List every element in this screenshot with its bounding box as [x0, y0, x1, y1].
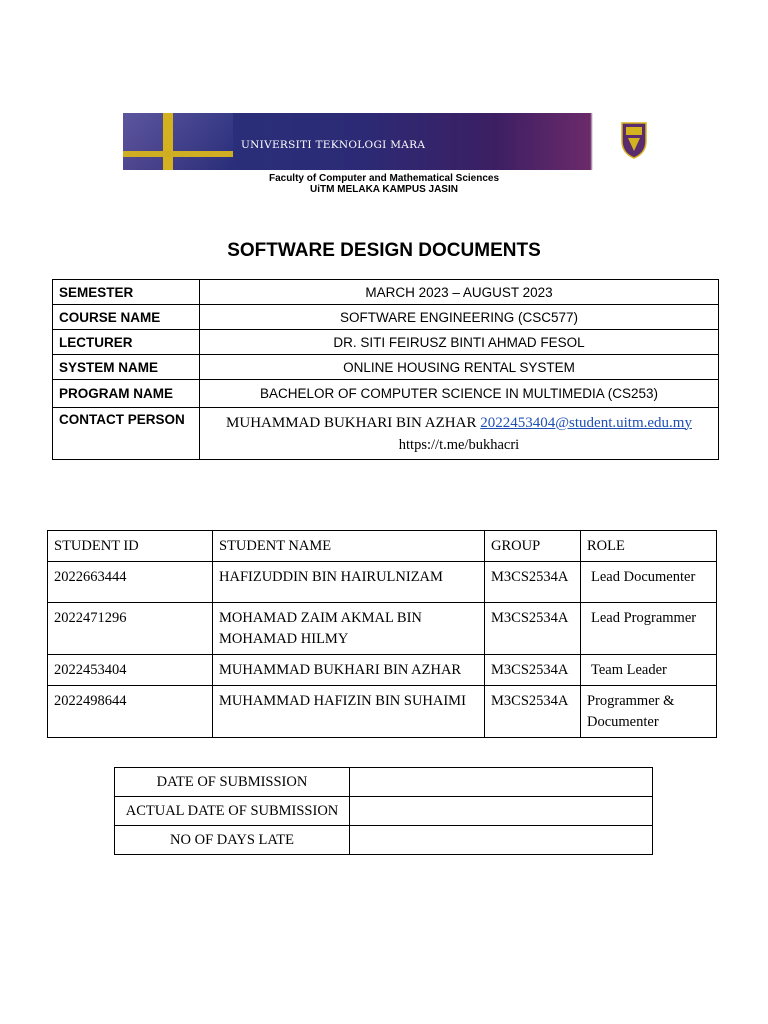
student-name: MUHAMMAD BUKHARI BIN AZHAR	[213, 655, 485, 686]
program-name-value: BACHELOR OF COMPUTER SCIENCE IN MULTIMEDIA (CS253)	[200, 380, 719, 408]
lecturer-value: DR. SITI FEIRUSZ BINTI AHMAD FESOL	[200, 330, 719, 355]
submission-table	[114, 767, 653, 855]
table-row	[48, 603, 717, 655]
table-header-row	[48, 531, 717, 562]
university-name: UNIVERSITI TEKNOLOGI MARA	[241, 139, 426, 151]
contact-email-link[interactable]: 2022453404@student.uitm.edu.my	[480, 414, 692, 431]
student-id: 2022663444	[48, 562, 213, 603]
campus-name: UiTM MELAKA KAMPUS JASIN	[310, 184, 458, 195]
system-name-label: SYSTEM NAME	[53, 355, 200, 380]
table-row	[53, 355, 719, 380]
course-name-label: COURSE NAME	[53, 305, 200, 330]
date-of-submission-label: DATE OF SUBMISSION	[115, 768, 350, 797]
student-role: Team Leader	[581, 655, 717, 686]
system-name-value: ONLINE HOUSING RENTAL SYSTEM	[200, 355, 719, 380]
table-row	[115, 768, 653, 797]
student-id: 2022453404	[48, 655, 213, 686]
days-late-value[interactable]	[350, 826, 653, 855]
actual-date-of-submission-value[interactable]	[350, 797, 653, 826]
date-of-submission-value[interactable]	[350, 768, 653, 797]
contact-person-label: CONTACT PERSON	[53, 408, 200, 460]
table-row	[53, 380, 719, 408]
lecturer-label: LECTURER	[53, 330, 200, 355]
header-student-id: STUDENT ID	[48, 531, 213, 562]
table-row	[53, 305, 719, 330]
course-info-table	[52, 279, 719, 460]
program-name-label: PROGRAM NAME	[53, 380, 200, 408]
uitm-crest-icon	[620, 121, 648, 159]
banner-stripe-horizontal	[123, 151, 233, 157]
table-row	[48, 655, 717, 686]
banner-stripe-vertical	[163, 113, 173, 170]
university-banner	[123, 113, 654, 170]
student-role: Programmer & Documenter	[581, 686, 717, 738]
header-group: GROUP	[485, 531, 581, 562]
student-group: M3CS2534A	[485, 655, 581, 686]
header-role: ROLE	[581, 531, 717, 562]
table-row	[53, 408, 719, 460]
student-role: Lead Programmer	[581, 603, 717, 655]
student-name: HAFIZUDDIN BIN HAIRULNIZAM	[213, 562, 485, 603]
table-row	[48, 686, 717, 738]
document-title: SOFTWARE DESIGN DOCUMENTS	[227, 240, 541, 261]
table-row	[48, 562, 717, 603]
faculty-name: Faculty of Computer and Mathematical Sciences	[268, 173, 500, 184]
student-id: 2022471296	[48, 603, 213, 655]
contact-person-value	[200, 408, 719, 460]
banner-graphic	[123, 113, 233, 170]
student-group: M3CS2534A	[485, 686, 581, 738]
actual-date-of-submission-label: ACTUAL DATE OF SUBMISSION	[115, 797, 350, 826]
student-name: MOHAMAD ZAIM AKMAL BIN MOHAMAD HILMY	[213, 603, 485, 655]
contact-telegram[interactable]: https://t.me/bukhacri	[398, 436, 520, 453]
student-name: MUHAMMAD HAFIZIN BIN SUHAIMI	[213, 686, 485, 738]
table-row	[115, 797, 653, 826]
table-row	[53, 330, 719, 355]
days-late-label: NO OF DAYS LATE	[115, 826, 350, 855]
table-row	[115, 826, 653, 855]
semester-label: SEMESTER	[53, 280, 200, 305]
contact-name: MUHAMMAD BUKHARI BIN AZHAR	[226, 414, 477, 431]
student-role: Lead Documenter	[581, 562, 717, 603]
student-group: M3CS2534A	[485, 562, 581, 603]
student-group: M3CS2534A	[485, 603, 581, 655]
course-name-value: SOFTWARE ENGINEERING (CSC577)	[200, 305, 719, 330]
student-id: 2022498644	[48, 686, 213, 738]
students-table	[47, 530, 717, 738]
semester-value: MARCH 2023 – AUGUST 2023	[200, 280, 719, 305]
table-row	[53, 280, 719, 305]
header-student-name: STUDENT NAME	[213, 531, 485, 562]
